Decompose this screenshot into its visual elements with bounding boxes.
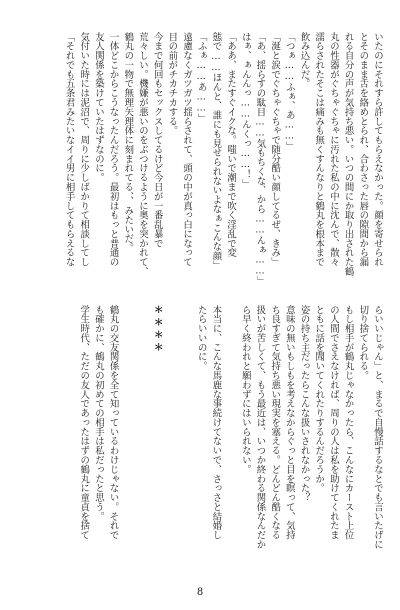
top-text-column: はぁ、ぁんんっ……んくっ……！」 [239,32,251,189]
top-text-column: 飲み込んだ。 [298,32,310,89]
top-text-column: 丸の性器がぐちゃぐちゃに汚れた私の中に沈んで、散々 [327,32,339,267]
bottom-text-column: 本当に、こんな馬鹿な事続けてないで、さっさと結婚し [210,305,222,540]
top-text-column: 目の前がチカチカする。 [166,32,178,136]
top-text-column: 「つぁ……ふぁ、あ……」 [283,32,295,152]
bottom-text-column: ともに話を聞いてくれたりするんだろうか。 [313,305,325,493]
bottom-text-column: たらいいのに。 [195,305,207,371]
top-text-column: 「ああ、またすぐイクな。嗤いで潮まで吹く淫乱で変 [225,32,237,258]
bottom-text-column: ＊＊＊＊ [151,305,163,355]
top-text-column: 「ふぁ……あ……」 [195,32,207,123]
bottom-text-column: 切り捨てられる。 [357,305,369,381]
bottom-text-column: 学生時代、ただの友人であったはずの鶴丸に童貞を捨て [78,305,90,540]
top-text-column: 「あ、揺らすの駄目……気もちくな、から……んぁ……」 [254,32,266,286]
top-text-column: 「涎と涙でぐちゃぐちゃで随分酷い顔してるぜ、きみ」 [269,32,281,267]
bottom-text-column [138,305,147,567]
top-text-column: 濡らされたそこは痛みも無くすんなりと鶴丸を根本まで [313,32,325,267]
page-number: 8 [196,587,204,598]
bottom-text-column: 姿の持ち主だったらこんな扱いされなかった？ [298,305,310,503]
top-text-column: 気付いた時には泥沼で、周りに少しばかりて相談してし [78,32,90,267]
text-block-bottom [20,305,382,567]
bottom-text-column: 扱いが苦しくて、もう最近は、いつか終わる関係なんだか [254,305,266,550]
text-block-top [20,32,382,294]
bottom-text-column [226,305,235,567]
top-text-column: 荒々しい。機嫌が悪いのをぶつけるように奥を突かれて、 [137,32,148,277]
bottom-text-column [123,305,132,567]
top-text-column: いたのにそれすら許してもらえなかった。顔を寄せられ [372,32,383,267]
bottom-text-column: 鶴丸の交友関係を全て知っているわけじゃない。それで [107,305,119,540]
bottom-text-column: ち良すぎて気持ち悪い現実を塞える。どんどん酷くなる [269,305,281,540]
top-text-column: 今まで何回もセックスしてるけど今日が一番乱暴で [151,32,163,248]
top-text-column: 鶴丸の一物で無理矢理体に刻まれてる、、みたいだ。 [122,32,134,253]
bottom-text-column [182,305,191,567]
top-text-column: 態で……ほんと、誰にも見せられないよなぁこんな顔」 [210,32,222,270]
top-text-column: 友人関係を築けていたはずなのに。 [92,32,104,183]
top-text-column: 「それでも五条君みたいなイイ男に相手してもらえるな [63,32,75,267]
bottom-text-column: らいいじゃん」と、まるで自慢話するなとでも言いたげに [372,305,383,550]
top-text-column: れる自分の声が気持ち悪い。いつの間にか取り出された鶴 [342,32,354,277]
bottom-text-column: ら早く終われと願わずにはいられない。 [239,305,251,475]
bottom-text-column: 意味の無いもしもを考えなからぐっと目を瞑って、気持 [283,305,295,540]
top-text-column: 一体どこからこうなったんだろう。最初はもっと普通の [107,32,119,267]
top-text-column: 遠慮なくガツガツ揺らされて、頭の中が真っ白になって [181,32,193,267]
bottom-text-column: の人間でさえなければ、周りの人は私を助けてくれたま [327,305,339,540]
bottom-text-column [167,305,176,567]
bottom-text-column: も確かに、鶴丸の初めての相手は私だったと思う。 [92,305,104,521]
top-text-column: とそのまま舌を絡めとられ、合わさった唇の隙間から漏 [357,32,369,267]
bottom-text-column: もし相手が鶴丸じゃなかったら、こんなにカースト上位 [342,305,354,540]
